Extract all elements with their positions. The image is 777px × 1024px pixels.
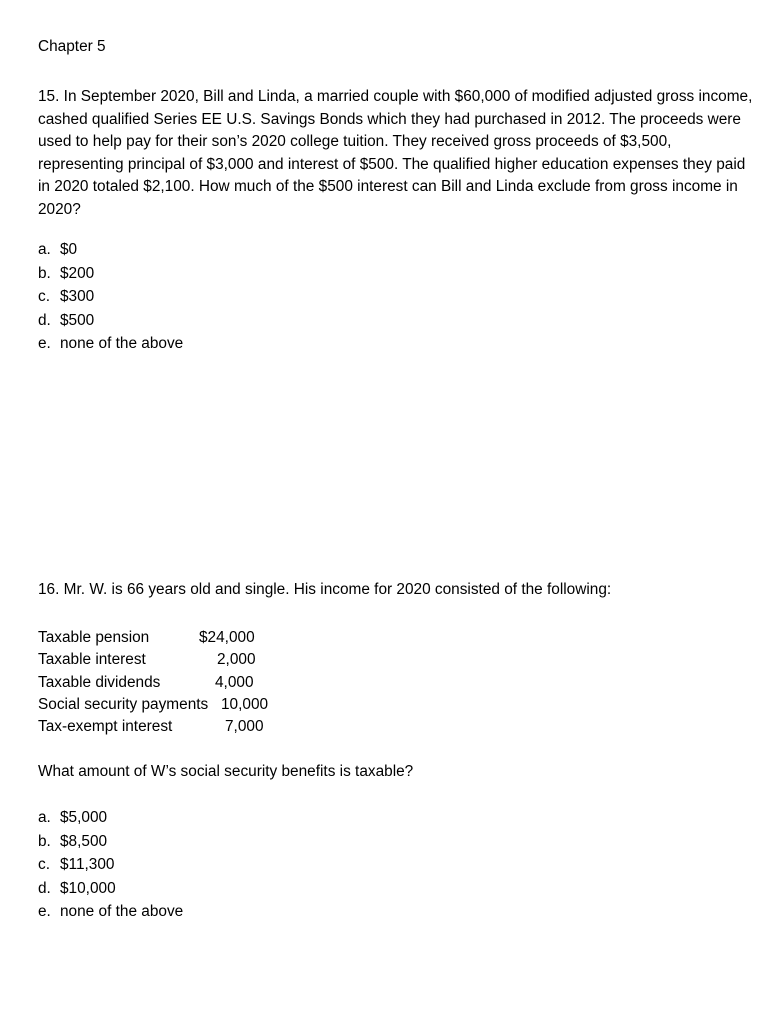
option-item [38, 285, 183, 309]
option-letter: e. [38, 903, 51, 920]
income-label: Taxable pension [38, 629, 150, 646]
income-amount: 4,000 [215, 673, 254, 691]
option-item [38, 309, 183, 333]
option-text: $500 [60, 311, 95, 329]
question-15-text: 15. In September 2020, Bill and Linda, a married couple with $60,000 of modified adjusted gross income, cashed qualified Series EE U.S. Savings Bonds which they had purchased in 2012. The proceeds were used to help pay for their son’s 2020 college tuition. They received gross proceeds of $3,500, representing principal of $3,000 and interest of $500. The qualified higher education expenses they paid in 2020 totaled $2,100. How much of the $500 interest can Bill and Linda exclude from gross income in 2020? [38, 88, 753, 218]
option-item [38, 262, 183, 286]
question-15-options [38, 238, 183, 356]
option-letter: b. [38, 832, 51, 850]
option-text: $0 [60, 241, 78, 258]
option-letter: c. [38, 856, 50, 873]
option-item [38, 877, 183, 901]
option-letter: a. [38, 241, 51, 258]
option-item [38, 332, 183, 356]
option-item [38, 238, 183, 262]
question-16-intro: 16. Mr. W. is 66 years old and single. His income for 2020 consisted of the following: [38, 581, 612, 598]
option-text: $10,000 [60, 879, 116, 897]
income-label: Tax-exempt interest [38, 718, 173, 736]
income-amount: $24,000 [199, 629, 255, 646]
income-amount: 10,000 [221, 695, 269, 713]
option-item [38, 900, 183, 924]
question-15 [38, 86, 758, 221]
income-label: Social security payments [38, 695, 209, 713]
income-label: Taxable dividends [38, 673, 161, 691]
question-16-text: What amount of W’s social security benefits is taxable? [38, 763, 414, 780]
option-letter: a. [38, 809, 51, 826]
question-16-options [38, 806, 183, 924]
option-letter: b. [38, 264, 51, 282]
option-text: $11,300 [60, 856, 115, 873]
option-text: none of the above [60, 335, 184, 352]
income-label: Taxable interest [38, 651, 146, 669]
option-letter: d. [38, 311, 51, 329]
income-amount: 7,000 [225, 718, 264, 736]
option-item [38, 853, 183, 877]
option-text: $8,500 [60, 832, 108, 850]
income-amount: 2,000 [217, 651, 256, 669]
option-letter: e. [38, 335, 51, 352]
option-item [38, 830, 183, 854]
chapter-heading: Chapter 5 [38, 38, 106, 55]
option-text: $200 [60, 264, 95, 282]
option-text: $5,000 [60, 809, 108, 826]
option-item [38, 806, 183, 830]
option-text: none of the above [60, 903, 184, 920]
option-letter: d. [38, 879, 51, 897]
option-letter: c. [38, 288, 50, 305]
option-text: $300 [60, 288, 95, 305]
